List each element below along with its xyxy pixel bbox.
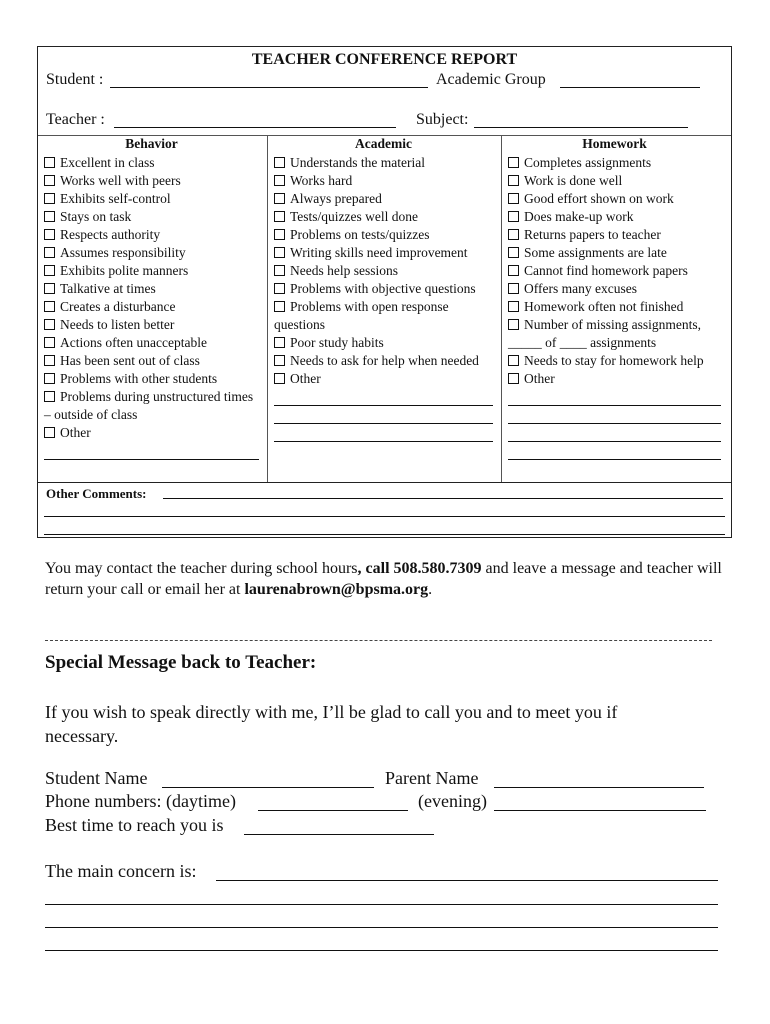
checkbox[interactable]: [274, 355, 285, 366]
checklist-item: [508, 352, 721, 370]
other-comments-section: [38, 482, 731, 540]
checklist-item-label: Problems during unstructured times – outside of class: [44, 389, 254, 422]
checkbox[interactable]: [274, 265, 285, 276]
checklist-item-label: Talkative at times: [60, 281, 156, 296]
special-message-heading: Special Message back to Teacher:: [45, 652, 317, 673]
other-write-in-line[interactable]: [274, 406, 493, 424]
checkbox[interactable]: [508, 175, 519, 186]
checklist-item: [44, 352, 259, 370]
checklist-item-label: Completes assignments: [524, 155, 652, 170]
best-time-label: Best time to reach you is: [45, 815, 224, 835]
checklist-item-label: Works well with peers: [60, 173, 181, 188]
behavior-column: [38, 135, 267, 482]
checkbox[interactable]: [274, 175, 285, 186]
checklist-item-label: Actions often unacceptable: [60, 335, 207, 350]
concern-line-3[interactable]: [45, 927, 718, 928]
checkbox[interactable]: [44, 319, 55, 330]
checklist-item-label: Assumes responsibility: [60, 245, 186, 260]
checkbox[interactable]: [274, 211, 285, 222]
checkbox[interactable]: [508, 229, 519, 240]
comments-line-2[interactable]: [44, 516, 725, 517]
checklist-item: [274, 298, 493, 334]
checklist-item: [508, 280, 721, 298]
student-name-field[interactable]: [162, 787, 374, 788]
checklist-item: [508, 316, 721, 352]
other-write-in-line[interactable]: [508, 388, 721, 406]
checklist-item-label: Returns papers to teacher: [524, 227, 661, 242]
checklist-item: [44, 208, 259, 226]
checklist-item-label: Other: [290, 371, 321, 386]
checkbox[interactable]: [508, 319, 519, 330]
evening-phone-label: (evening): [418, 791, 487, 811]
checklist-item: [508, 208, 721, 226]
checkbox[interactable]: [508, 283, 519, 294]
checkbox[interactable]: [274, 373, 285, 384]
checklist-item: [274, 334, 493, 352]
other-comments-label: Other Comments:: [46, 486, 147, 501]
checklist-item: [274, 262, 493, 280]
checklist-item-label: Exhibits polite manners: [60, 263, 189, 278]
checklist-item: [274, 172, 493, 190]
checkbox[interactable]: [44, 355, 55, 366]
checklist-item: [508, 172, 721, 190]
checkbox[interactable]: [44, 157, 55, 168]
checklist-item-label: Good effort shown on work: [524, 191, 674, 206]
checklist-item-label: Writing skills need improvement: [290, 245, 468, 260]
teacher-field[interactable]: [114, 127, 396, 128]
checklist-item: [44, 262, 259, 280]
checkbox[interactable]: [508, 157, 519, 168]
checkbox[interactable]: [44, 265, 55, 276]
checklist-item-label: Needs to stay for homework help: [524, 353, 704, 368]
checkbox[interactable]: [508, 193, 519, 204]
checklist-item-label: Needs to ask for help when needed: [290, 353, 479, 368]
checklist-item: [274, 154, 493, 172]
checkbox[interactable]: [508, 301, 519, 312]
checklist-item: [44, 244, 259, 262]
checklist-item-label: Work is done well: [524, 173, 623, 188]
checklist-item: [44, 388, 259, 424]
checkbox[interactable]: [274, 337, 285, 348]
contact-paragraph: [45, 558, 725, 600]
checklist-item-label: Other: [60, 425, 91, 440]
checkbox[interactable]: [274, 283, 285, 294]
checklist-item: [274, 244, 493, 262]
checklist-item: [44, 370, 259, 388]
checkbox[interactable]: [44, 427, 55, 438]
checklist-item: [44, 316, 259, 334]
checklist-item: [44, 334, 259, 352]
other-write-in-line[interactable]: [508, 406, 721, 424]
student-name-label: Student Name: [45, 768, 148, 788]
checkbox[interactable]: [508, 373, 519, 384]
other-write-in-line[interactable]: [274, 424, 493, 442]
column-heading: Behavior: [125, 136, 178, 151]
checkbox[interactable]: [274, 301, 285, 312]
checkbox[interactable]: [44, 373, 55, 384]
concern-line-1[interactable]: [216, 880, 718, 881]
checklist-item-label: Excellent in class: [60, 155, 155, 170]
special-message-text: If you wish to speak directly with me, I’ll be glad to call you and to meet you if necessary.: [45, 702, 618, 746]
student-field[interactable]: [110, 87, 428, 88]
checkbox[interactable]: [44, 337, 55, 348]
checkbox[interactable]: [274, 229, 285, 240]
checkbox[interactable]: [44, 193, 55, 204]
checklist-item-label: Offers many excuses: [524, 281, 637, 296]
checklist-item: [508, 190, 721, 208]
checklist-item: [508, 262, 721, 280]
checkbox[interactable]: [44, 391, 55, 402]
checklist-item: [274, 208, 493, 226]
checklist-item-label: Problems with other students: [60, 371, 218, 386]
checklist-item-label: Needs help sessions: [290, 263, 398, 278]
checklist-item-label: Needs to listen better: [60, 317, 175, 332]
contact-text-middle: and leave a message and teacher will return your call or email her at: [45, 560, 722, 598]
checklist-item-label: Other: [524, 371, 555, 386]
subject-field[interactable]: [474, 127, 688, 128]
academic-column: [267, 135, 501, 482]
checklist-columns: [38, 135, 731, 482]
checklist-item: [274, 280, 493, 298]
checklist-item-label: Always prepared: [290, 191, 382, 206]
checklist-item: [274, 226, 493, 244]
checkbox[interactable]: [44, 175, 55, 186]
checklist-item-label: Has been sent out of class: [60, 353, 200, 368]
checklist-item: [508, 370, 721, 388]
checklist-item-label: Poor study habits: [290, 335, 384, 350]
checklist-item: [44, 298, 259, 316]
column-heading: Homework: [582, 136, 647, 151]
checklist-item-label: Creates a disturbance: [60, 299, 176, 314]
checklist-item: [44, 172, 259, 190]
parent-name-field[interactable]: [494, 787, 704, 788]
academic-group-field[interactable]: [560, 87, 700, 88]
checklist-item-label: Exhibits self-control: [60, 191, 171, 206]
checklist-item-label: Number of missing assignments, _____ of ____ assignments: [508, 317, 701, 350]
concern-line-4[interactable]: [45, 950, 718, 951]
report-title: TEACHER CONFERENCE REPORT: [251, 51, 518, 68]
checkbox[interactable]: [508, 265, 519, 276]
checklist-item-label: Homework often not finished: [524, 299, 684, 314]
checkbox[interactable]: [508, 211, 519, 222]
checkbox[interactable]: [44, 229, 55, 240]
cut-line-divider: [45, 640, 712, 641]
checklist-item-label: Respects authority: [60, 227, 161, 242]
checklist-item: [44, 226, 259, 244]
checklist-item: [44, 280, 259, 298]
subject-label: Subject:: [416, 111, 469, 128]
checkbox[interactable]: [44, 301, 55, 312]
other-write-in-line[interactable]: [44, 442, 259, 460]
checkbox[interactable]: [508, 247, 519, 258]
checklist-item-label: Tests/quizzes well done: [290, 209, 419, 224]
report-header: [38, 47, 731, 136]
checklist-item-label: Does make-up work: [524, 209, 634, 224]
checkbox[interactable]: [274, 157, 285, 168]
daytime-phone-field[interactable]: [258, 810, 408, 811]
checklist-item: [508, 244, 721, 262]
main-concern-label: The main concern is:: [45, 861, 197, 881]
contact-email-link[interactable]: laurenabrown@bpsma.org: [244, 581, 429, 598]
checkbox[interactable]: [508, 355, 519, 366]
checklist-item-label: Problems with open response questions: [274, 299, 449, 332]
checklist-item-label: Works hard: [290, 173, 353, 188]
contact-phone: , call 508.580.7309: [357, 560, 482, 577]
homework-column: [501, 135, 731, 482]
best-time-field[interactable]: [244, 834, 434, 835]
other-write-in-line[interactable]: [508, 442, 721, 460]
checklist-item: [274, 190, 493, 208]
checklist-item-label: Stays on task: [60, 209, 132, 224]
checkbox[interactable]: [44, 211, 55, 222]
checklist-item-label: Problems on tests/quizzes: [290, 227, 430, 242]
checklist-item-label: Some assignments are late: [524, 245, 667, 260]
evening-phone-field[interactable]: [494, 810, 706, 811]
checklist-item: [508, 154, 721, 172]
teacher-label: Teacher :: [46, 111, 105, 128]
concern-line-2[interactable]: [45, 904, 718, 905]
checkbox[interactable]: [44, 247, 55, 258]
comments-line-3[interactable]: [44, 534, 725, 535]
daytime-phone-label: Phone numbers: (daytime): [45, 791, 236, 811]
checklist-item-label: Understands the material: [290, 155, 425, 170]
student-label: Student :: [46, 71, 104, 88]
checklist-item: [274, 370, 493, 388]
checklist-item-label: Problems with objective questions: [290, 281, 476, 296]
comments-line-1[interactable]: [163, 498, 723, 499]
conference-report-form: [37, 46, 732, 538]
checklist-item: [508, 226, 721, 244]
parent-name-label: Parent Name: [385, 768, 479, 788]
checklist-item: [44, 424, 259, 442]
checklist-item: [274, 352, 493, 370]
contact-period: .: [428, 581, 433, 598]
checklist-item-label: Cannot find homework papers: [524, 263, 688, 278]
checkbox[interactable]: [274, 193, 285, 204]
academic-group-label: Academic Group: [436, 71, 546, 88]
column-heading: Academic: [355, 136, 412, 151]
checklist-item: [44, 190, 259, 208]
other-write-in-line[interactable]: [508, 424, 721, 442]
contact-text: You may contact the teacher during school hours: [45, 560, 358, 577]
checkbox[interactable]: [44, 283, 55, 294]
checklist-item: [508, 298, 721, 316]
checkbox[interactable]: [274, 247, 285, 258]
other-write-in-line[interactable]: [274, 388, 493, 406]
checklist-item: [44, 154, 259, 172]
